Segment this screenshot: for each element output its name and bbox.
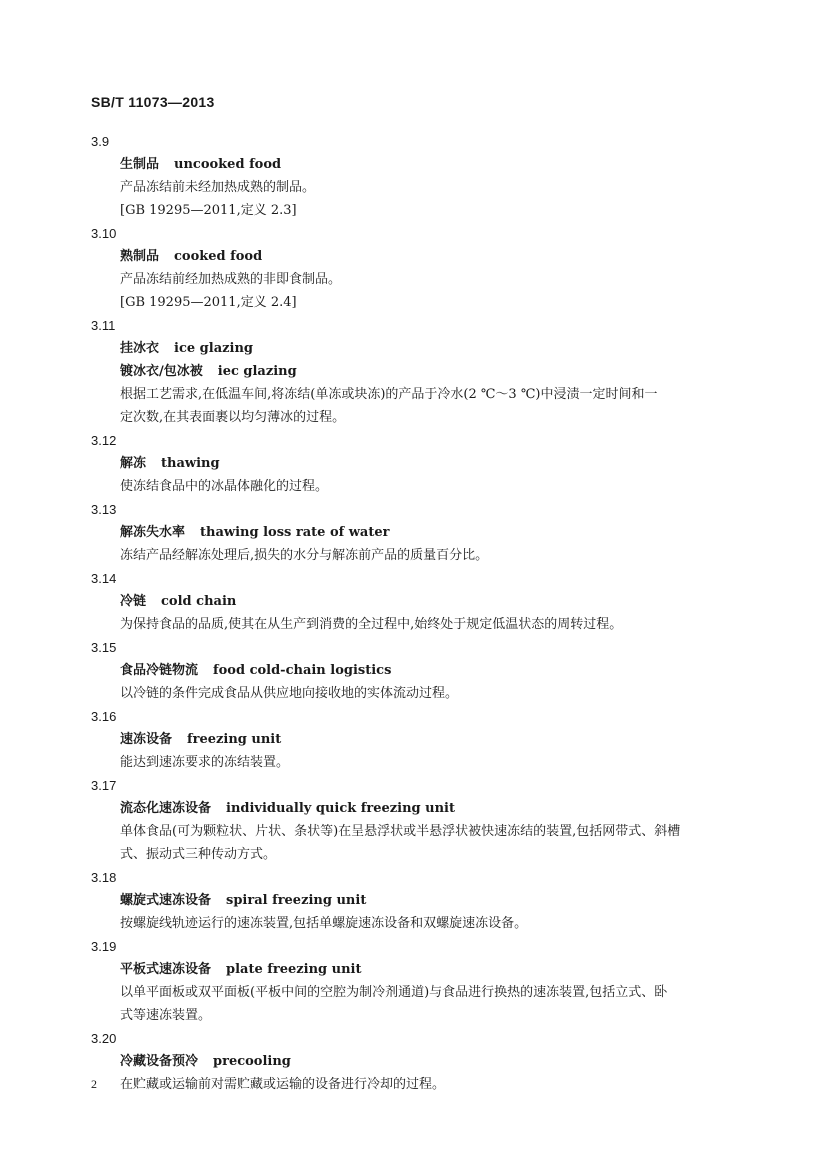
- definition-text: 以冷链的条件完成食品从供应地向接收地的实体流动过程。: [120, 686, 459, 701]
- term-line: [91, 797, 741, 820]
- clause-number: 3.17: [91, 778, 117, 793]
- term-chinese: 解冻失水率: [120, 525, 186, 540]
- term-chinese: 冷藏设备预冷: [120, 1054, 199, 1069]
- term-entry: [91, 774, 741, 866]
- definition-text: 根据工艺需求,在低温车间,将冻结(单冻或块冻)的产品于冷水(2 ℃～3 ℃)中浸渍一定时间和一: [120, 387, 658, 402]
- term-line: [91, 245, 741, 268]
- clause-number: 3.20: [91, 1031, 117, 1046]
- term-entry: [91, 636, 741, 705]
- term-entry: [91, 866, 741, 935]
- term-english: food cold-chain logistics: [213, 663, 392, 678]
- term-line: [91, 521, 741, 544]
- term-chinese: 螺旋式速冻设备: [120, 893, 212, 908]
- term-english: ice glazing: [174, 341, 253, 356]
- term-line: [91, 360, 741, 383]
- term-entry: [91, 130, 741, 222]
- term-english: thawing loss rate of water: [200, 525, 390, 540]
- definition-text: 按螺旋线轨迹运行的速冻装置,包括单螺旋速冻设备和双螺旋速冻设备。: [120, 916, 528, 931]
- term-line: [91, 958, 741, 981]
- term-entry: [91, 567, 741, 636]
- term-line: [91, 337, 741, 360]
- standard-code-header: SB/T 11073—2013: [91, 94, 215, 110]
- clause-number: 3.15: [91, 640, 117, 655]
- term-entry: [91, 1027, 741, 1096]
- definition-text: 式等速冻装置。: [120, 1008, 212, 1023]
- definition-text: 使冻结食品中的冰晶体融化的过程。: [120, 479, 329, 494]
- term-english: cooked food: [174, 249, 263, 264]
- definition-text: 产品冻结前未经加热成熟的制品。: [120, 180, 316, 195]
- term-entry: [91, 222, 741, 314]
- term-line: [91, 153, 741, 176]
- clause-number: 3.19: [91, 939, 117, 954]
- term-chinese: 速冻设备: [120, 732, 173, 747]
- term-line: [91, 590, 741, 613]
- term-chinese: 平板式速冻设备: [120, 962, 212, 977]
- term-line: [91, 452, 741, 475]
- clause-number: 3.11: [91, 318, 116, 333]
- definition-text: 单体食品(可为颗粒状、片状、条状等)在呈悬浮状或半悬浮状被快速冻结的装置,包括网带式、斜槽: [120, 824, 681, 839]
- term-chinese: 镀冰衣/包冰被: [120, 364, 203, 379]
- term-english: spiral freezing unit: [226, 893, 367, 908]
- term-entry: [91, 705, 741, 774]
- definition-text: 式、振动式三种传动方式。: [120, 847, 277, 862]
- clause-number: 3.9: [91, 134, 110, 149]
- term-line: [91, 889, 741, 912]
- page-number: 2: [91, 1077, 97, 1091]
- clause-number: 3.13: [91, 502, 117, 517]
- terms-definitions-list: [91, 130, 741, 1096]
- term-english: individually quick freezing unit: [226, 801, 455, 816]
- clause-number: 3.16: [91, 709, 117, 724]
- term-english: cold chain: [161, 594, 237, 609]
- definition-text: 在贮藏或运输前对需贮藏或运输的设备进行冷却的过程。: [120, 1077, 446, 1092]
- term-line: [91, 659, 741, 682]
- term-entry: [91, 314, 741, 429]
- definition-text: [GB 19295—2011,定义 2.3]: [120, 203, 297, 218]
- term-chinese: 解冻: [120, 456, 147, 471]
- term-line: [91, 1050, 741, 1073]
- definition-text: 产品冻结前经加热成熟的非即食制品。: [120, 272, 342, 287]
- definition-text: 为保持食品的品质,使其在从生产到消费的全过程中,始终处于规定低温状态的周转过程。: [120, 617, 623, 632]
- term-entry: [91, 935, 741, 1027]
- term-english: iec glazing: [217, 364, 297, 379]
- term-entry: [91, 429, 741, 498]
- definition-text: 定次数,在其表面裹以均匀薄冰的过程。: [120, 410, 346, 425]
- term-chinese: 挂冰衣: [120, 341, 160, 356]
- definition-text: 冻结产品经解冻处理后,损失的水分与解冻前产品的质量百分比。: [120, 548, 489, 563]
- term-english: precooling: [213, 1054, 291, 1069]
- term-english: plate freezing unit: [226, 962, 362, 977]
- term-chinese: 熟制品: [120, 249, 160, 264]
- clause-number: 3.12: [91, 433, 117, 448]
- term-chinese: 冷链: [120, 594, 147, 609]
- definition-text: [GB 19295—2011,定义 2.4]: [120, 295, 297, 310]
- clause-number: 3.18: [91, 870, 117, 885]
- clause-number: 3.10: [91, 226, 117, 241]
- term-chinese: 流态化速冻设备: [120, 801, 212, 816]
- term-english: thawing: [161, 456, 220, 471]
- definition-text: 以单平面板或双平面板(平板中间的空腔为制冷剂通道)与食品进行换热的速冻装置,包括立式、卧: [120, 985, 668, 1000]
- term-chinese: 生制品: [120, 157, 160, 172]
- term-english: uncooked food: [174, 157, 282, 172]
- term-entry: [91, 498, 741, 567]
- definition-text: 能达到速冻要求的冻结装置。: [120, 755, 290, 770]
- term-line: [91, 728, 741, 751]
- clause-number: 3.14: [91, 571, 117, 586]
- term-english: freezing unit: [187, 732, 282, 747]
- term-chinese: 食品冷链物流: [120, 663, 199, 678]
